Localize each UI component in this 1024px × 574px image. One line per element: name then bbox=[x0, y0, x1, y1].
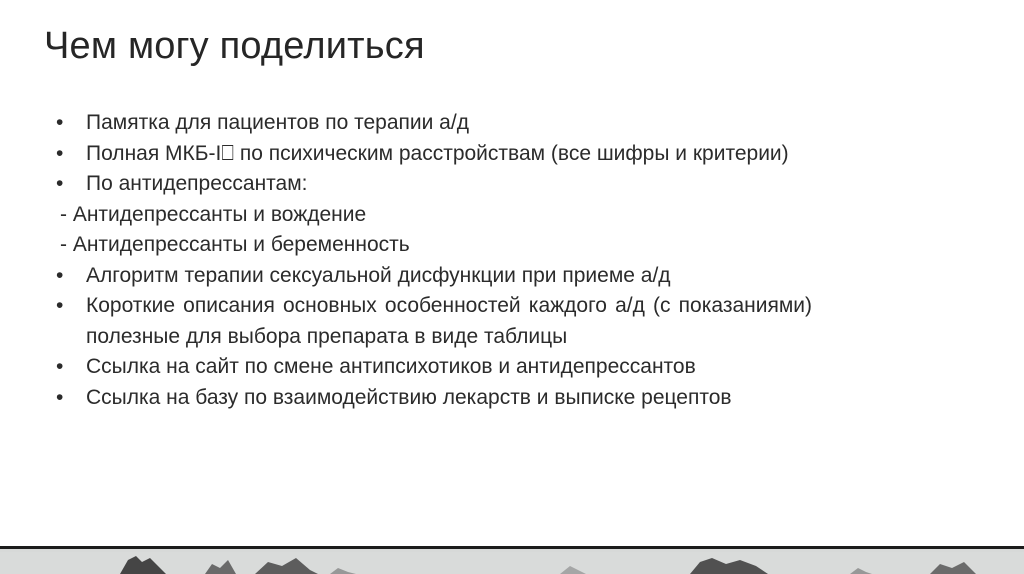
bullet-marker: • bbox=[56, 263, 64, 287]
bullet-marker: • bbox=[56, 355, 64, 378]
list-item-text: По антидепрессантам: bbox=[86, 172, 308, 195]
list-item-text: Алгоритм терапии сексуальной дисфункции при приеме а/д bbox=[86, 263, 671, 287]
list-item bbox=[56, 169, 812, 200]
list-subitem bbox=[60, 200, 812, 231]
bullet-marker: • bbox=[56, 172, 64, 195]
list-item-text: Ссылка на базу по взаимодействию лекарств и выписке рецептов bbox=[86, 385, 732, 409]
list-item bbox=[56, 139, 812, 170]
list-subitem-text: - Антидепрессанты и вождение bbox=[60, 202, 367, 226]
footer-image-strip bbox=[0, 546, 1024, 574]
bullet-marker: • bbox=[56, 385, 64, 409]
list-item-text: Памятка для пациентов по терапии а/д bbox=[86, 111, 469, 134]
list-item bbox=[56, 383, 812, 414]
slide-title: Чем могу поделиться bbox=[44, 25, 425, 67]
list-item bbox=[56, 352, 812, 383]
list-item-text: Полная МКБ-I⎕ по психическим расстройствам (все шифры и критерии) bbox=[86, 141, 789, 165]
bullet-marker: • bbox=[56, 111, 64, 134]
list-item bbox=[56, 261, 812, 292]
list-item-text: Ссылка на сайт по смене антипсихотиков и антидепрессантов bbox=[86, 355, 696, 378]
list-item-text: Короткие описания основных особенностей каждого а/д (с показаниями) полезные для выбора препарата в виде таблицы bbox=[86, 294, 812, 348]
content-list bbox=[56, 108, 812, 413]
list-subitem-text: - Антидепрессанты и беременность bbox=[60, 233, 410, 256]
bullet-marker: • bbox=[56, 294, 64, 317]
list-item bbox=[56, 291, 812, 352]
list-subitem bbox=[60, 230, 812, 261]
bullet-marker: • bbox=[56, 141, 64, 165]
list-item bbox=[56, 108, 812, 139]
footer-photo-icon bbox=[0, 546, 1024, 574]
